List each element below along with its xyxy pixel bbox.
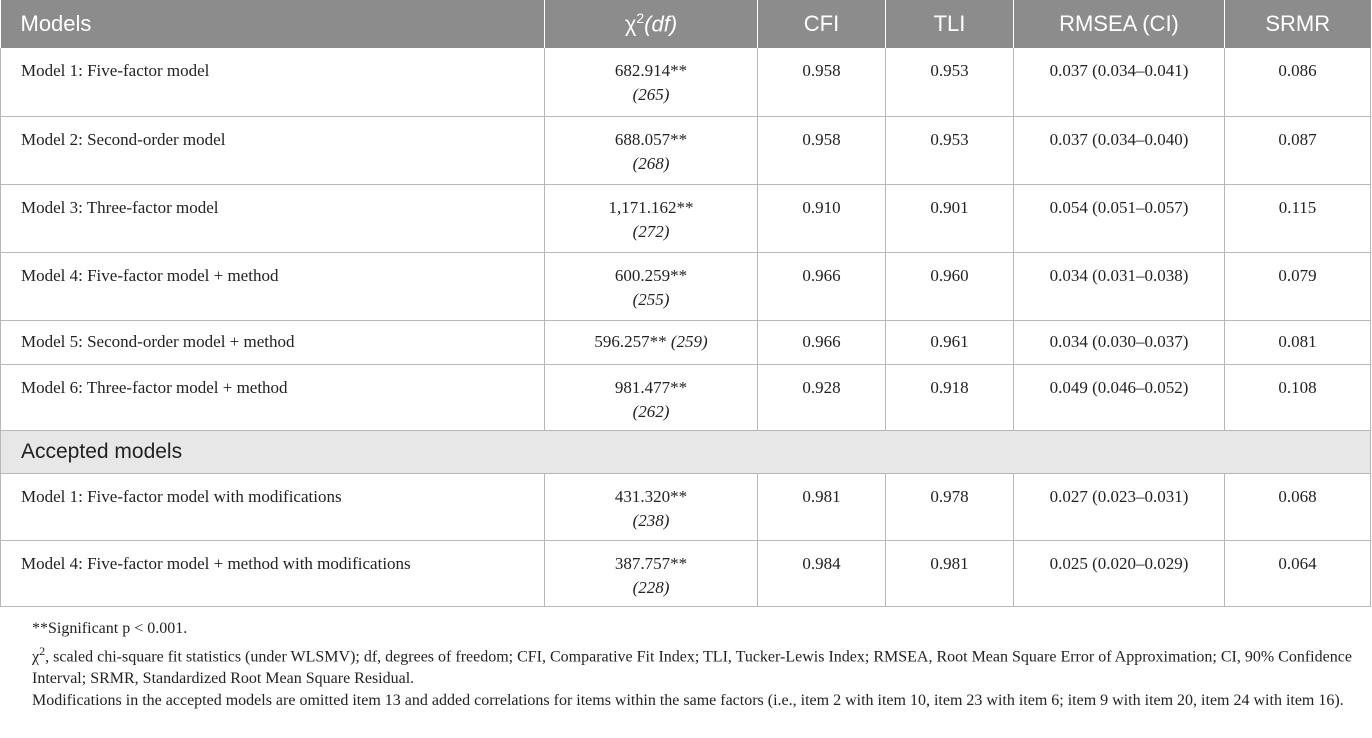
chi-df: (265) — [632, 85, 670, 104]
cell-rmsea: 0.049 (0.046–0.052) — [1014, 364, 1225, 430]
cell-model: Model 1: Five-factor model with modifications — [1, 473, 545, 540]
table-footnotes — [32, 618, 1368, 712]
cell-rmsea: 0.025 (0.020–0.029) — [1014, 540, 1225, 606]
footnote-abbreviations — [32, 640, 1368, 690]
header-models: Models — [1, 0, 545, 48]
header-chi-symbol: χ — [624, 11, 637, 37]
section-label: Accepted models — [1, 430, 1371, 473]
table-row — [1, 184, 1371, 252]
footnote-modifications: Modifications in the accepted models are omitted item 13 and added correlations for items within the same factors (i.e., item 2 with item 10, item 23 with item 6; item 9 with item 20, item 24 with item 16). — [32, 692, 1344, 710]
cell-chi — [545, 48, 758, 116]
cell-chi — [545, 116, 758, 184]
chi-df: (259) — [670, 332, 708, 351]
cell-cfi: 0.981 — [758, 473, 886, 540]
chi-value: 387.757** — [614, 553, 688, 573]
chi-value: 596.257** — [594, 332, 667, 351]
cell-tli: 0.981 — [886, 540, 1014, 606]
footnote-significance: **Significant p < 0.001. — [32, 620, 188, 637]
table-row — [1, 473, 1371, 540]
cell-tli: 0.953 — [886, 116, 1014, 184]
chi-value: 682.914** — [614, 61, 688, 80]
cell-chi — [545, 184, 758, 252]
header-rmsea: RMSEA (CI) — [1014, 0, 1225, 48]
cell-rmsea: 0.037 (0.034–0.041) — [1014, 48, 1225, 116]
cell-rmsea: 0.034 (0.031–0.038) — [1014, 252, 1225, 320]
cell-cfi: 0.928 — [758, 364, 886, 430]
table-row — [1, 320, 1371, 364]
cell-model: Model 4: Five-factor model + method with modifications — [1, 540, 545, 606]
chi-df: (228) — [632, 577, 670, 597]
chi-value: 600.259** — [614, 265, 688, 285]
footnote-abbreviations-text: , scaled chi-square fit statistics (under WLSMV); df, degrees of freedom; CFI, Comparative Fit Index; TLI, Tucker-Lewis Index; RMSEA, Root Mean Square Error of Approximation; CI, 90% Confidence Interval; SRMR, Standardized Root Mean Square Residual. — [32, 648, 1352, 688]
chi-value: 1,171.162** — [608, 197, 694, 217]
header-row — [1, 0, 1371, 48]
footnote-chi-sup: 2 — [39, 644, 46, 658]
cell-srmr: 0.108 — [1225, 364, 1371, 430]
cell-srmr: 0.086 — [1225, 48, 1371, 116]
cell-model: Model 2: Second-order model — [1, 116, 545, 184]
table-row — [1, 252, 1371, 320]
cell-rmsea: 0.054 (0.051–0.057) — [1014, 184, 1225, 252]
cell-tli: 0.961 — [886, 320, 1014, 364]
cell-chi — [545, 473, 758, 540]
cell-srmr: 0.079 — [1225, 252, 1371, 320]
cell-model: Model 4: Five-factor model + method — [1, 252, 545, 320]
header-cfi: CFI — [758, 0, 886, 48]
cell-model: Model 6: Three-factor model + method — [1, 364, 545, 430]
chi-value: 981.477** — [614, 377, 688, 397]
chi-df: (272) — [632, 221, 670, 241]
table-row — [1, 364, 1371, 430]
cell-tli: 0.901 — [886, 184, 1014, 252]
cell-tli: 0.960 — [886, 252, 1014, 320]
cell-tli: 0.978 — [886, 473, 1014, 540]
cell-chi — [545, 540, 758, 606]
chi-df: (268) — [632, 153, 670, 173]
chi-df: (238) — [632, 510, 670, 530]
header-srmr: SRMR — [1225, 0, 1371, 48]
cell-model: Model 1: Five-factor model — [1, 48, 545, 116]
cell-model: Model 3: Three-factor model — [1, 184, 545, 252]
cell-srmr: 0.087 — [1225, 116, 1371, 184]
chi-df: (262) — [632, 401, 670, 421]
cell-tli: 0.918 — [886, 364, 1014, 430]
cell-rmsea: 0.034 (0.030–0.037) — [1014, 320, 1225, 364]
table-row — [1, 540, 1371, 606]
cell-rmsea: 0.027 (0.023–0.031) — [1014, 473, 1225, 540]
cell-cfi: 0.966 — [758, 252, 886, 320]
cell-chi — [545, 320, 758, 364]
cell-cfi: 0.910 — [758, 184, 886, 252]
cell-cfi: 0.958 — [758, 116, 886, 184]
cell-cfi: 0.966 — [758, 320, 886, 364]
cell-chi — [545, 364, 758, 430]
chi-df: (255) — [632, 289, 670, 309]
header-chi-df: (df) — [644, 11, 678, 37]
cell-srmr: 0.064 — [1225, 540, 1371, 606]
cell-model: Model 5: Second-order model + method — [1, 320, 545, 364]
chi-value: 688.057** — [614, 129, 688, 149]
header-chi-square — [545, 0, 758, 48]
cell-srmr: 0.115 — [1225, 184, 1371, 252]
table-row — [1, 48, 1371, 116]
cell-cfi: 0.958 — [758, 48, 886, 116]
cell-rmsea: 0.037 (0.034–0.040) — [1014, 116, 1225, 184]
cell-tli: 0.953 — [886, 48, 1014, 116]
table-row — [1, 116, 1371, 184]
cell-cfi: 0.984 — [758, 540, 886, 606]
section-row-accepted — [1, 430, 1371, 473]
cell-chi — [545, 252, 758, 320]
header-tli: TLI — [886, 0, 1014, 48]
footnote-chi-symbol: χ — [32, 648, 40, 666]
header-chi-sup: 2 — [636, 10, 645, 27]
cell-srmr: 0.068 — [1225, 473, 1371, 540]
chi-value: 431.320** — [614, 486, 688, 506]
cell-srmr: 0.081 — [1225, 320, 1371, 364]
